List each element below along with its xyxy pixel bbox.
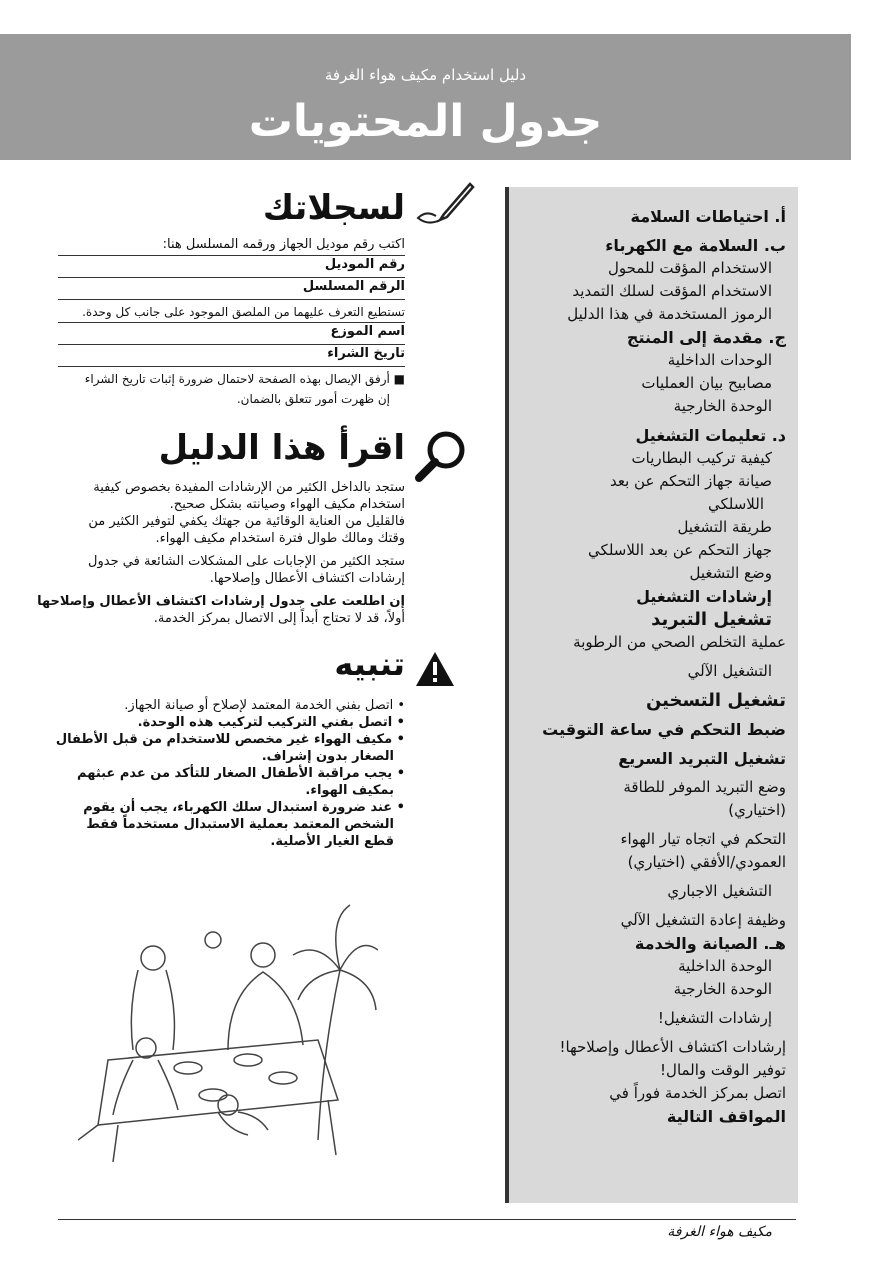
divider [58,277,405,278]
toc-item: الوحدات الداخلية [667,351,772,369]
toc-item: العمودي/الأفقي (اختياري) [627,853,786,871]
sticker-note: تستطيع التعرف عليهما من الملصق الموجود على جانب كل وحدة. [82,305,405,319]
divider [58,366,405,367]
warning-icon [414,650,456,688]
toc-item: تشغيل التبريد السريع [618,749,786,768]
toc-item: الوحدة الخارجية [673,980,772,998]
toc-item: كيفية تركيب البطاريات [631,449,772,467]
magnifier-icon [414,428,468,482]
toc-item: توفير الوقت والمال! [660,1061,786,1079]
toc-item: الوحدة الخارجية [673,397,772,415]
picnic-illustration [78,900,378,1165]
toc-item: جهاز التحكم عن بعد اللاسلكي [588,541,772,559]
toc-item: وضع التشغيل [689,564,772,582]
toc-item: الاستخدام المؤقت لسلك التمديد [572,282,772,300]
toc-item: صيانة جهاز التحكم عن بعد [610,472,772,490]
toc-item: ب. السلامة مع الكهرباء [605,236,786,255]
toc-item: اتصل بمركز الخدمة فوراً في [609,1084,786,1102]
divider [58,255,405,256]
read-p1-line: ستجد بالداخل الكثير من الإرشادات المفيدة بخصوص كيفية [93,480,405,495]
read-p2-line: ستجد الكثير من الإجابات على المشكلات الشائعة في جدول [88,554,405,569]
toc-item: الوحدة الداخلية [678,957,772,975]
page-header [0,34,851,160]
toc-item: هـ. الصيانة والخدمة [634,934,786,953]
toc-item: الاستخدام المؤقت للمحول [608,259,772,277]
caution-bullet-cont: بمكيف الهواء. [305,783,394,798]
read-p3-line: أولاً، قد لا تحتاج أبداً إلى الاتصال بمركز الخدمة. [153,611,405,626]
read-p1-line: وقتك ومالك طوال فترة استخدام مكيف الهواء. [155,531,405,546]
read-p1-line: استخدام مكيف الهواء وصيانته بشكل صحيح. [169,497,405,512]
toc-item: ج. مقدمة إلى المنتج [626,328,786,347]
divider [58,322,405,323]
caution-bullet: • مكيف الهواء غير مخصص للاستخدام من قبل الأطفال [55,732,405,747]
toc-item: التحكم في اتجاه تيار الهواء [620,830,786,848]
toc-item: تشغيل التبريد [651,609,772,630]
divider [58,344,405,345]
purchase-date-label: تاريخ الشراء [327,346,405,361]
toc-item: إرشادات اكتشاف الأعطال وإصلاحها! [559,1038,786,1056]
toc-item: إرشادات التشغيل! [657,1009,772,1027]
pen-icon [414,180,476,228]
toc-item: طريقة التشغيل [677,518,772,536]
attach-note: ■ أرفق الإيصال بهذه الصفحة لاحتمال ضرورة إثبات تاريخ الشراء [84,372,405,386]
dealer-name-label: اسم الموزع [330,324,405,339]
read-manual-title: اقرأ هذا الدليل [158,428,405,468]
page-title: جدول المحتويات [248,96,603,147]
footer-divider [58,1219,796,1220]
toc-item: تشغيل التسخين [645,690,786,711]
caution-bullet: • عند ضرورة استبدال سلك الكهرباء، يجب أن يقوم [83,800,405,815]
toc-item: الرموز المستخدمة في هذا الدليل [567,305,772,323]
manual-subtitle: دليل استخدام مكيف هواء الغرفة [324,66,527,84]
toc-item: عملية التخلص الصحي من الرطوبة [573,633,786,651]
toc-item: ضبط التحكم في ساعة التوقيت [542,720,786,739]
model-number-label: رقم الموديل [324,257,405,272]
toc-item: د. تعليمات التشغيل [635,426,786,445]
toc-item: اللاسلكي [707,495,764,513]
read-p3-line: إن اطلعت على جدول إرشادات اكتشاف الأعطال وإصلاحها [37,594,405,609]
records-intro: اكتب رقم موديل الجهاز ورقمه المسلسل هنا: [162,237,405,252]
records-title: لسجلاتك [262,188,405,228]
read-p2-line: إرشادات اكتشاف الأعطال وإصلاحها. [209,571,405,586]
footer-text: مكيف هواء الغرفة [667,1224,772,1240]
toc-item: وضع التبريد الموفر للطاقة [623,778,786,796]
attach-note-cont: إن ظهرت أمور تتعلق بالضمان. [236,392,390,406]
read-p1-line: فالقليل من العناية الوقائية من جهتك يكفي لتوفير الكثير من [88,514,405,529]
caution-bullet: • اتصل بفني الخدمة المعتمد لإصلاح أو صيانة الجهاز. [124,698,405,713]
toc-list [516,205,786,1128]
toc-panel [505,187,798,1203]
divider [58,299,405,300]
toc-item: وظيفة إعادة التشغيل الآلي [620,911,786,929]
serial-number-label: الرقم المسلسل [302,279,405,294]
caution-bullet: • يجب مراقبة الأطفال الصغار للتأكد من عدم عبثهم [77,766,405,781]
toc-item: أ. احتياطات السلامة [630,207,786,226]
toc-item: التشغيل الآلي [687,662,772,680]
toc-item: مصابيح بيان العمليات [641,374,772,392]
caution-bullet-cont: الصغار بدون إشراف. [261,749,394,764]
caution-bullet: • اتصل بفني التركيب لتركيب هذه الوحدة. [137,715,405,730]
caution-bullet-cont: قطع الغيار الأصلية. [270,834,394,849]
toc-item: إرشادات التشغيل [636,587,772,606]
toc-item: المواقف التالية [666,1107,786,1126]
caution-bullet-cont: الشخص المعتمد بعملية الاستبدال مستخدماً فقط [86,817,394,832]
toc-item: (اختياري) [728,801,786,819]
toc-item: التشغيل الاجباري [667,882,772,900]
caution-title: تنبيه [334,645,405,683]
